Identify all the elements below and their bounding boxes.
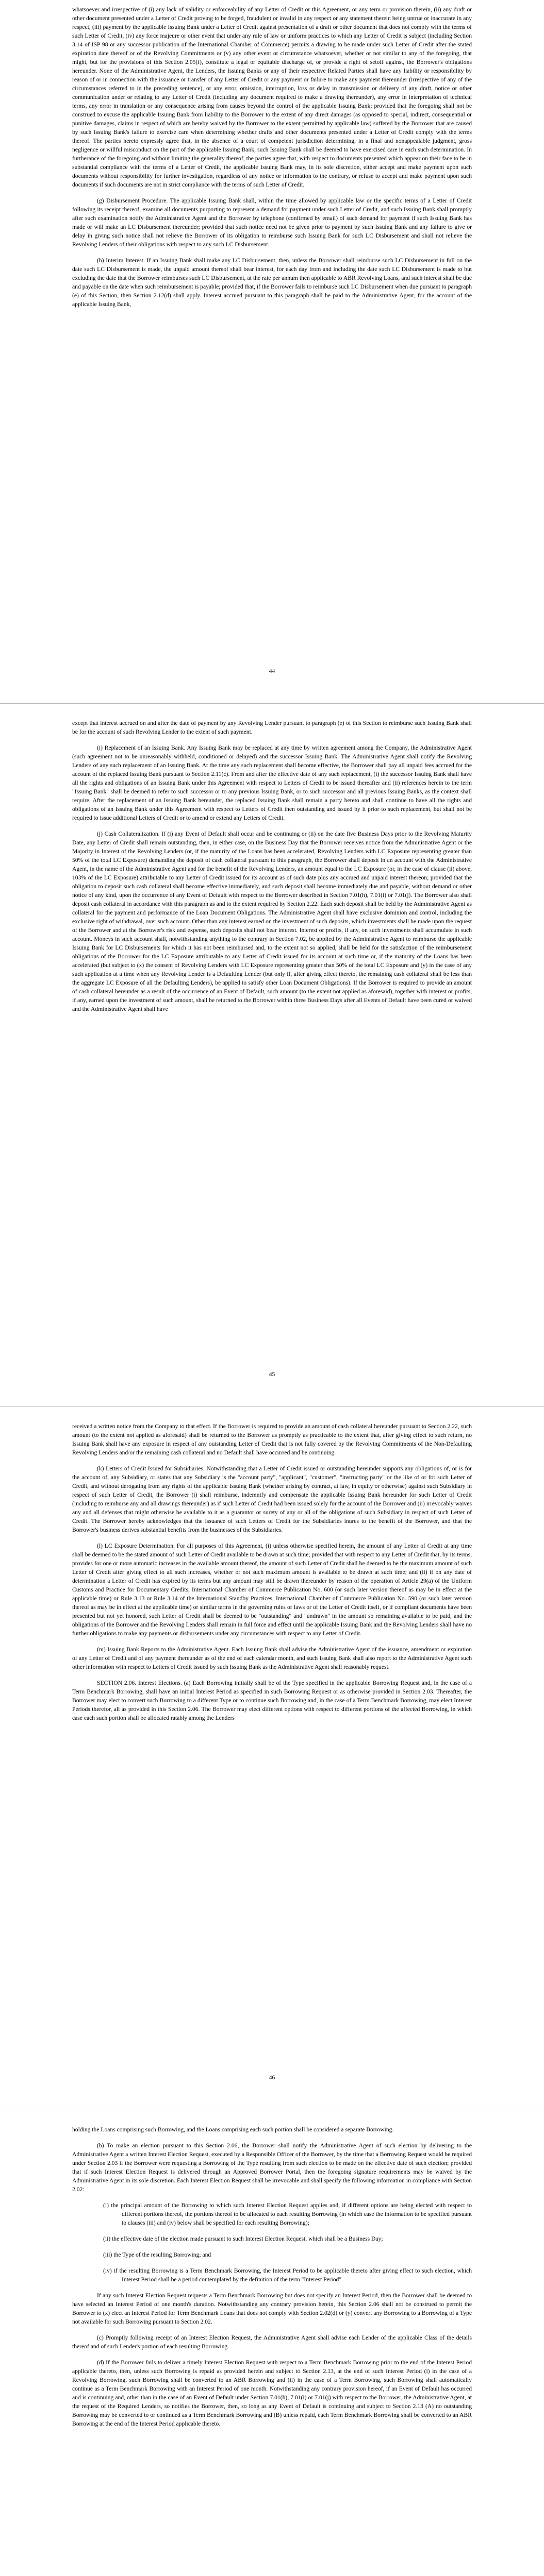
- page-number: 45: [269, 1371, 275, 1378]
- page-44: [0, 0, 544, 703]
- paragraph: (h) Interim Interest. If an Issuing Bank shall make any LC Disbursement, then, unless the Borrower shall reimburse such LC Disbursement in full on the date such LC Disbursement is made, the unpaid amount thereof shall bear interest, for each day from and including the date such LC Disbursement is made to but excluding the date that the Borrower reimburses such LC Disbursement, at the rate per annum then applicable to ABR Revolving Loans, and such interest shall be due and payable on the date when such reimbursement is payable; provided that, if the Borrower fails to reimburse such LC Disbursement when due pursuant to paragraph (e) of this Section, then Section 2.12(d) shall apply. Interest accrued pursuant to this paragraph shall be paid to the Administrative Agent, for the account of the applicable Issuing Bank,: [72, 257, 472, 308]
- page-divider: [0, 703, 544, 704]
- paragraph: whatsoever and irrespective of (i) any lack of validity or enforceability of any Letter of Credit or this Agreement, or any term or provision therein, (ii) any draft or other document presented under a Letter of Credit proving to be forged, fraudulent or invalid in any respect or any statement therein being untrue or inaccurate in any respect, (iii) payment by the applicable Issuing Bank under a Letter of Credit against presentation of a draft or other document that does not comply with the terms of such Letter of Credit, (iv) any force majeure or other event that under any rule of law or uniform practices to which any Letter of Credit is subject (including Section 3.14 of ISP 98 or any successor publication of the International Chamber of Commerce) permits a drawing to be made under such Letter of Credit after the stated expiration date thereof or of the Revolving Commitments or (v) any other event or circumstance whatsoever, whether or not similar to any of the foregoing, that might, but for the provisions of this Section 2.05(f), constitute a legal or equitable discharge of, or provide a right of setoff against, the Borrower's obligations hereunder. None of the Administrative Agent, the Lenders, the Issuing Banks or any of their respective Related Parties shall have any liability or responsibility by reason of or in connection with the issuance or transfer of any Letter of Credit or any payment or failure to make any payment thereunder (irrespective of any of the circumstances referred to in the preceding sentence), or any error, omission, interruption, loss or delay in transmission or delivery of any draft, notice or other communication under or relating to any Letter of Credit (including any document required to make a drawing thereunder), any error in interpretation of technical terms, any error in translation or any consequence arising from causes beyond the control of the applicable Issuing Bank; provided that the foregoing shall not be construed to excuse the applicable Issuing Bank from liability to the Borrower to the extent of any direct damages (as opposed to special, indirect, consequential or punitive damages, claims in respect of which are hereby waived by the Borrower to the extent permitted by applicable law) suffered by the Borrower that are caused by such Issuing Bank's failure to exercise care when determining whether drafts and other documents presented under a Letter of Credit comply with the terms thereof. The parties hereto expressly agree that, in the absence of a court of competent jurisdiction determining, in a final and nonappealable judgment, gross negligence or willful misconduct on the part of the applicable Issuing Bank, such Issuing Bank shall be deemed to have exercised care in each such determination. In furtherance of the foregoing and without limiting the generality thereof, the parties agree that, with respect to documents presented which appear on their face to be in substantial compliance with the terms of a Letter of Credit, the applicable Issuing Bank may, in its sole discretion, either accept and make payment upon such documents without responsibility for further investigation, regardless of any notice or information to the contrary, or refuse to accept and make payment upon such documents if such documents are not in strict compliance with the terms of such Letter of Credit.: [72, 6, 472, 188]
- page-47: [0, 2110, 544, 2576]
- list-item: (iii) the Type of the resulting Borrowing; and: [103, 2251, 211, 2258]
- paragraph: (k) Letters of Credit Issued for Subsidiaries. Notwithstanding that a Letter of Credit issued or outstanding hereunder supports any obligations of, or is for the account of, any Subsidiary, or states that any Subsidiary is the "account party", "applicant", "customer", "instructing party" or the like of or for such Letter of Credit, and without derogating from any rights of the applicable Issuing Bank (whether arising by contract, at law, in equity or otherwise) against such Subsidiary in respect of such Letter of Credit, the Borrower (i) shall reimburse, indemnify and compensate the applicable Issuing Bank hereunder for such Letter of Credit (including to reimburse any and all drawings thereunder) as if such Letter of Credit had been issued solely for the account of the Borrower and (ii) irrevocably waives any and all defenses that might otherwise be available to it as a guarantor or surety of any or all of the obligations of such Subsidiary in respect of such Letter of Credit. The Borrower hereby acknowledges that the issuance of such Letters of Credit for the Subsidiaries inures to the benefit of the Borrower, and that the Borrower's business derives substantial benefits from the businesses of the Subsidiaries.: [72, 1465, 472, 1533]
- paragraph: (b) To make an election pursuant to this Section 2.06, the Borrower shall notify the Administrative Agent of such election by delivering to the Administrative Agent a written Interest Election Request, executed by a Responsible Officer of the Borrower, by the time that a Borrowing Request would be required under Section 2.03 if the Borrower were requesting a Borrowing of the Type resulting from such election to be made on the effective date of such election; provided that if such Interest Election Request is delivered through an Approved Borrower Portal, then the foregoing signature requirements may be waived by the Administrative Agent in its sole discretion. Each Interest Election Request shall be irrevocable and shall specify the following information in compliance with Section 2.02:: [72, 2142, 472, 2193]
- paragraph: (g) Disbursement Procedure. The applicable Issuing Bank shall, within the time allowed by applicable law or the specific terms of a Letter of Credit following its receipt thereof, examine all documents purporting to represent a demand for payment under such Letter of Credit, and such Issuing Bank shall promptly after such examination notify the Administrative Agent and the Borrower by telephone (confirmed by email) of such demand for payment if such Issuing Bank has made or will make an LC Disbursement thereunder; provided that such notice need not be given prior to payment by such Issuing Bank and any failure to give or delay in giving such notice shall not relieve the Borrower of its obligation to reimburse such Issuing Bank for such LC Disbursement and shall not relieve the Revolving Lenders of their obligations with respect to any such LC Disbursement.: [72, 197, 472, 248]
- paragraph: (l) LC Exposure Determination. For all purposes of this Agreement, (i) unless otherwise specified herein, the amount of any Letter of Credit at any time shall be deemed to be the stated amount of such Letter of Credit available to be drawn at such time; provided that with respect to any Letter of Credit that, by its terms, provides for one or more automatic increases in the available amount thereof, the amount of such Letter of Credit shall be deemed to be the maximum amount of such Letter of Credit after giving effect to all such increases, whether or not such maximum amount is available to be drawn at such time; and (ii) if on any date of determination a Letter of Credit has expired by its terms but any amount may still be drawn thereunder by reason of the operation of Article 29(a) of the Uniform Customs and Practice for Documentary Credits, International Chamber of Commerce Publication No. 600 (or such later version thereof as may be in effect at the applicable time) or Rule 3.13 or Rule 3.14 of the International Standby Practices, International Chamber of Commerce Publication No. 590 (or such later version thereof as may be in effect at the applicable time) or similar terms in the governing rules or laws or of the Letter of Credit itself, or if compliant documents have been presented but not yet honored, such Letter of Credit shall be deemed to be "outstanding" and "undrawn" in the amount so remaining available to be paid, and the obligations of the Borrower and the Revolving Lenders shall remain in full force and effect until the applicable Issuing Bank and the Revolving Lenders shall have no further obligations to make any payments or disbursements under any circumstances with respect to any Letter of Credit.: [72, 1543, 472, 1637]
- list-item: (i) the principal amount of the Borrowing to which such Interest Election Request applies and, if different options are being elected with respect to different portions thereof, the portions thereof to be allocated to each resulting Borrowing (in which case the information to be specified pursuant to clauses (iii) and (iv) below shall be specified for each resulting Borrowing);: [103, 2202, 472, 2226]
- list-item: (ii) the effective date of the election made pursuant to such Interest Election Request, which shall be a Business Day;: [103, 2235, 383, 2242]
- page-body: [72, 5, 472, 316]
- page-number: 44: [269, 668, 275, 674]
- paragraph: (i) Replacement of an Issuing Bank. Any Issuing Bank may be replaced at any time by written agreement among the Company, the Administrative Agent (such agreement not to be unreasonably withheld, conditioned or delayed) and the successor Issuing Bank. The Administrative Agent shall notify the Revolving Lenders of any such replacement of an Issuing Bank. At the time any such replacement shall become effective, the Borrower shall pay all unpaid fees accrued for the account of the replaced Issuing Bank pursuant to Section 2.11(c). From and after the effective date of any such replacement, (i) the successor Issuing Bank shall have all the rights and obligations of an Issuing Bank under this Agreement with respect to Letters of Credit to be issued thereafter and (ii) references herein to the term "Issuing Bank" shall be deemed to refer to such successor or to any previous Issuing Bank, or to such successor and all previous Issuing Banks, as the context shall require. After the replacement of an Issuing Bank hereunder, the replaced Issuing Bank shall remain a party hereto and shall continue to have all the rights and obligations of an Issuing Bank under this Agreement with respect to Letters of Credit then outstanding and issued by it prior to such replacement, but shall not be required to issue additional Letters of Credit or to amend or extend any Letters of Credit.: [72, 744, 472, 821]
- paragraph: (d) If the Borrower fails to deliver a timely Interest Election Request with respect to a Term Benchmark Borrowing prior to the end of the Interest Period applicable thereto, then, unless such Borrowing is repaid as provided herein and subject to Section 2.13, at the end of such Interest Period (i) in the case of a Revolving Borrowing, such Borrowing shall be converted to an ABR Borrowing and (ii) in the case of a Term Borrowing, such Borrowing shall automatically continue as a Term Benchmark Borrowing with an Interest Period of one month. Notwithstanding any contrary provision hereof, if an Event of Default has occurred and is continuing and, other than in the case of an Event of Default under Section 7.01(h), 7.01(i) or 7.01(j) with respect to the Borrower, the Administrative Agent, at the request of the Required Lenders, so notifies the Borrower, then, so long as any Event of Default is continuing and subject to Section 2.13 (A) no outstanding Borrowing may be converted to or continued as a Term Benchmark Borrowing and (B) unless repaid, each Term Benchmark Borrowing shall be converted to an ABR Borrowing at the end of the Interest Period applicable thereto.: [72, 2359, 472, 2427]
- paragraph: (c) Promptly following receipt of an Interest Election Request, the Administrative Agent shall advise each Lender of the applicable Class of the details thereof and of such Lender's portion of each resulting Borrowing.: [72, 2334, 472, 2350]
- page-divider: [0, 1406, 544, 1407]
- page-body: [72, 2125, 472, 2435]
- paragraph: holding the Loans comprising such Borrowing, and the Loans comprising each such portion shall be considered a separate Borrowing.: [72, 2126, 394, 2133]
- paragraph: If any such Interest Election Request requests a Term Benchmark Borrowing but does not specify an Interest Period, then the Borrower shall be deemed to have selected an Interest Period of one month's duration. Notwithstanding any contrary provision herein, this Section 2.06 shall not be construed to permit the Borrower to (x) elect an Interest Period for Term Benchmark Loans that does not comply with Section 2.02(d) or (y) convert any Borrowing to a Borrowing of a Type not available for such Borrowing pursuant to Section 2.02.: [72, 2292, 472, 2325]
- page-body: [72, 719, 472, 1021]
- paragraph: received a written notice from the Company to that effect. If the Borrower is required to provide an amount of cash collateral hereunder pursuant to Section 2.22, such amount (to the extent not applied as aforesaid) shall be returned to the Borrower as promptly as practicable to the extent that, after giving effect to such return, no Issuing Bank shall have any exposure in respect of any outstanding Letter of Credit that is not fully covered by the Revolving Commitments of the Non-Defaulting Revolving Lenders and/or the remaining cash collateral and no Default shall have occurred and be continuing.: [72, 1423, 472, 1456]
- page-body: [72, 1422, 472, 1730]
- page-45: [0, 703, 544, 1406]
- list-item: (iv) if the resulting Borrowing is a Term Benchmark Borrowing, the Interest Period to be applicable thereto after giving effect to such election, which Interest Period shall be a period contemplated by the definition of the term "Interest Period".: [103, 2267, 472, 2283]
- page-46: [0, 1406, 544, 2110]
- paragraph: (m) Issuing Bank Reports to the Administrative Agent. Each Issuing Bank shall advise the Administrative Agent of the issuance, amendment or expiration of any Letter of Credit and of any payment thereunder as of the end of each calendar month, and such Issuing Bank shall also report to the Administrative Agent such other information with respect to Letters of Credit issued by such Issuing Bank as the Administrative Agent shall reasonably request.: [72, 1646, 472, 1670]
- page-number: 46: [269, 2074, 275, 2081]
- paragraph: (j) Cash Collateralization. If (i) any Event of Default shall occur and be continuing or (ii) on the date five Business Days prior to the Revolving Maturity Date, any Letter of Credit shall remain outstanding, then, in either case, on the Business Day that the Borrower receives notice from the Administrative Agent or the Majority in Interest of the Revolving Lenders (or, if the maturity of the Loans has been accelerated, Revolving Lenders with LC Exposure representing greater than 50% of the total LC Exposure) demanding the deposit of cash collateral pursuant to this paragraph, the Borrower shall deposit in an account with the Administrative Agent, in the name of the Administrative Agent and for the benefit of the Revolving Lenders, an amount equal to the LC Exposure (or, in the case of clause (ii) above, 103% of the LC Exposure) attributable to any Letter of Credit issued for its account as of such date plus any accrued and unpaid interest thereon; provided that the obligation to deposit such cash collateral shall become effective immediately, and such deposit shall become immediately due and payable, without demand or other notice of any kind, upon the occurrence of any Event of Default with respect to the Borrower described in Section 7.01(h), 7.01(i) or 7.01(j). The Borrower also shall deposit cash collateral in accordance with this paragraph as and to the extent required by Section 2.22. Each such deposit shall be held by the Administrative Agent as collateral for the payment and performance of the Loan Document Obligations. The Administrative Agent shall have exclusive dominion and control, including the exclusive right of withdrawal, over such account. Other than any interest earned on the investment of such deposits, which investments shall be made upon the request of the Borrower and at the Borrower's risk and expense, such deposits shall not bear interest. Interest or profits, if any, on such investments shall accumulate in such account. Moneys in such account shall, notwithstanding anything to the contrary in Section 7.02, be applied by the Administrative Agent to reimburse the applicable Issuing Bank for LC Disbursements for which it has not been reimbursed and, to the extent not so applied, shall be held for the satisfaction of the reimbursement obligations of the Borrower for the LC Exposure attributable to any Letter of Credit issued for its account at such time or, if the maturity of the Loans has been accelerated (but subject to (x) the consent of Revolving Lenders with LC Exposure representing greater than 50% of the total LC Exposure and (y) in the case of any such application at a time when any Revolving Lender is a Defaulting Lender (but only if, after giving effect thereto, the remaining cash collateral shall be less than the aggregate LC Exposure of all the Defaulting Lenders), be applied to satisfy other Loan Document Obligations). If the Borrower is required to provide an amount of cash collateral hereunder as a result of the occurrence of an Event of Default, such amount (to the extent not applied as aforesaid), together with interest or profits, if any, earned upon the investment of such amount, shall be returned to the Borrower within three Business Days after all Events of Default have been cured or waived and the Administrative Agent shall have: [72, 831, 472, 1012]
- paragraph: except that interest accrued on and after the date of payment by any Revolving Lender pursuant to paragraph (e) of this Section to reimburse such Issuing Bank shall be for the account of such Revolving Lender to the extent of such payment.: [72, 720, 472, 735]
- section-heading-paragraph: SECTION 2.06. Interest Elections. (a) Each Borrowing initially shall be of the Type specified in the applicable Borrowing Request and, in the case of a Term Benchmark Borrowing, shall have an initial Interest Period as specified in such Borrowing Request or as otherwise provided in Section 2.03. Thereafter, the Borrower may elect to convert such Borrowing to a different Type or to continue such Borrowing and, in the case of a Term Benchmark Borrowing, may elect Interest Periods therefor, all as provided in this Section 2.06. The Borrower may elect different options with respect to different portions of the affected Borrowing, in which case each such portion shall be allocated ratably among the Lenders: [72, 1680, 472, 1721]
